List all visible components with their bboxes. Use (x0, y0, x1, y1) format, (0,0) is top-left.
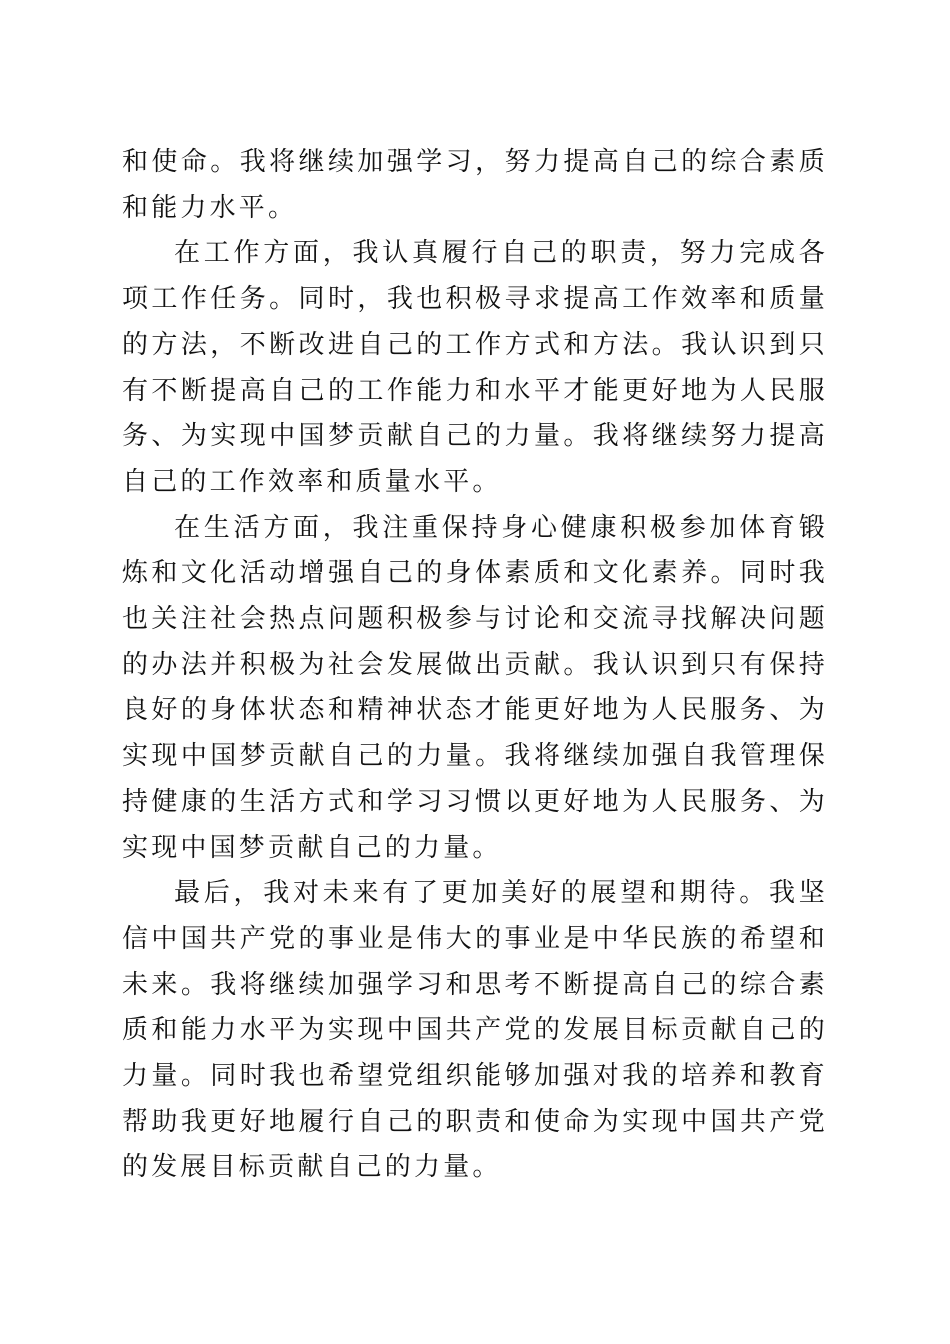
paragraph-work: 在工作方面，我认真履行自己的职责，努力完成各项工作任务。同时，我也积极寻求提高工作效率和质量的方法，不断改进自己的工作方式和方法。我认识到只有不断提高自己的工作能力和水平才能更好地为人民服务、为实现中国梦贡献自己的力量。我将继续努力提高自己的工作效率和质量水平。 (122, 238, 828, 497)
paragraph-conclusion: 最后，我对未来有了更加美好的展望和期待。我坚信中国共产党的事业是伟大的事业是中华民族的希望和未来。我将继续加强学习和思考不断提高自己的综合素质和能力水平为实现中国共产党的发展目标贡献自己的力量。同时我也希望党组织能够加强对我的培养和教育帮助我更好地履行自己的职责和使命为实现中国共产党的发展目标贡献自己的力量。 (122, 878, 828, 1183)
paragraph-life: 在生活方面，我注重保持身心健康积极参加体育锻炼和文化活动增强自己的身体素质和文化素养。同时我也关注社会热点问题积极参与讨论和交流寻找解决问题的办法并积极为社会发展做出贡献。我认识到只有保持良好的身体状态和精神状态才能更好地为人民服务、为实现中国梦贡献自己的力量。我将继续加强自我管理保持健康的生活方式和学习习惯以更好地为人民服务、为实现中国梦贡献自己的力量。 (122, 512, 828, 863)
paragraph-continuation: 和使命。我将继续加强学习，努力提高自己的综合素质和能力水平。 (122, 147, 828, 223)
document-body (122, 140, 828, 1191)
